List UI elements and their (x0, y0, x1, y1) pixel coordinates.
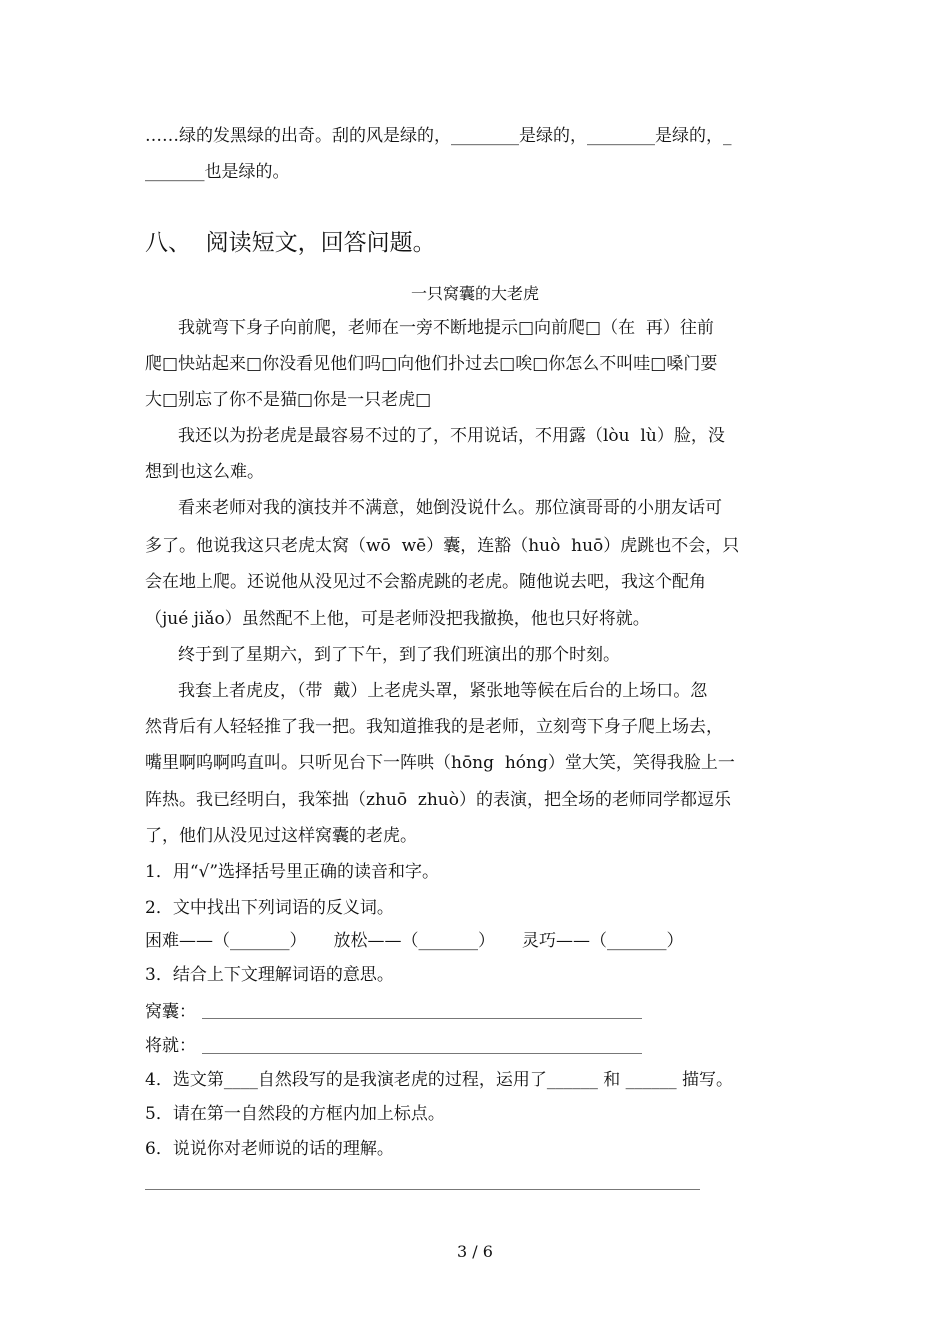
question-4: 4．选文第____自然段写的是我演老虎的过程，运用了______ 和 ______ 描写。 (145, 1070, 734, 1090)
question-1: 1．用“√”选择括号里正确的读音和字。 (145, 862, 440, 882)
question-3-word-a-label: 窝囊： (145, 1002, 196, 1022)
answer-line-word-a[interactable] (202, 1018, 642, 1019)
passage-line: 终于到了星期六，到了下午，到了我们班演出的那个时刻。 (178, 645, 620, 665)
passage-line: 然背后有人轻轻推了我一把。我知道推我的是老师，立刻弯下身子爬上场去， (145, 717, 723, 737)
passage-line: 看来老师对我的演技并不满意，她倒没说什么。那位演哥哥的小朋友话可 (178, 498, 722, 518)
fill-blank-line-1: ……绿的发黑绿的出奇。刮的风是绿的，________是绿的，________是绿的，_ (145, 126, 732, 146)
passage-line: （jué jiǎo）虽然配不上他，可是老师没把我撤换，他也只好将就。 (145, 609, 650, 629)
section-heading: 八、 阅读短文，回答问题。 (145, 230, 436, 256)
question-2-antonym-blanks[interactable]: 困难——（_______） 放松——（_______） 灵巧——（_______） (145, 931, 684, 951)
question-5: 5．请在第一自然段的方框内加上标点。 (145, 1104, 445, 1124)
passage-line: 想到也这么难。 (145, 462, 264, 482)
passage-line: 阵热。我已经明白，我笨拙（zhuō zhuò）的表演，把全场的老师同学都逗乐 (145, 790, 731, 810)
answer-line-question-6[interactable] (145, 1189, 700, 1190)
question-3-word-b-label: 将就： (145, 1036, 196, 1056)
question-6: 6．说说你对老师说的话的理解。 (145, 1139, 394, 1159)
question-3: 3．结合上下文理解词语的意思。 (145, 965, 394, 985)
passage-line: 我就弯下身子向前爬，老师在一旁不断地提示□向前爬□（在 再）往前 (178, 318, 714, 338)
passage-line: 嘴里啊呜啊呜直叫。只听见台下一阵哄（hōng hóng）堂大笑，笑得我脸上一 (145, 753, 735, 773)
passage-line: 爬□快站起来□你没看见他们吗□向他们扑过去□唉□你怎么不叫哇□嗓门要 (145, 354, 718, 374)
story-title: 一只窝囊的大老虎 (410, 284, 539, 303)
answer-line-word-b[interactable] (202, 1053, 642, 1054)
passage-line: 了，他们从没见过这样窝囊的老虎。 (145, 826, 417, 846)
passage-line: 大□别忘了你不是猫□你是一只老虎□ (145, 390, 432, 410)
page-number: 3 / 6 (457, 1242, 493, 1261)
question-2: 2．文中找出下列词语的反义词。 (145, 898, 394, 918)
passage-line: 我还以为扮老虎是最容易不过的了，不用说话，不用露（lòu lù）脸，没 (178, 426, 725, 446)
passage-line: 我套上者虎皮，（带 戴）上老虎头罩，紧张地等候在后台的上场口。忽 (178, 681, 708, 701)
passage-line: 多了。他说我这只老虎太窝（wō wē）囊，连豁（huò huō）虎跳也不会，只 (145, 536, 740, 556)
passage-line: 会在地上爬。还说他从没见过不会豁虎跳的老虎。随他说去吧，我这个配角 (145, 572, 706, 592)
fill-blank-line-2: _______也是绿的。 (145, 162, 290, 182)
